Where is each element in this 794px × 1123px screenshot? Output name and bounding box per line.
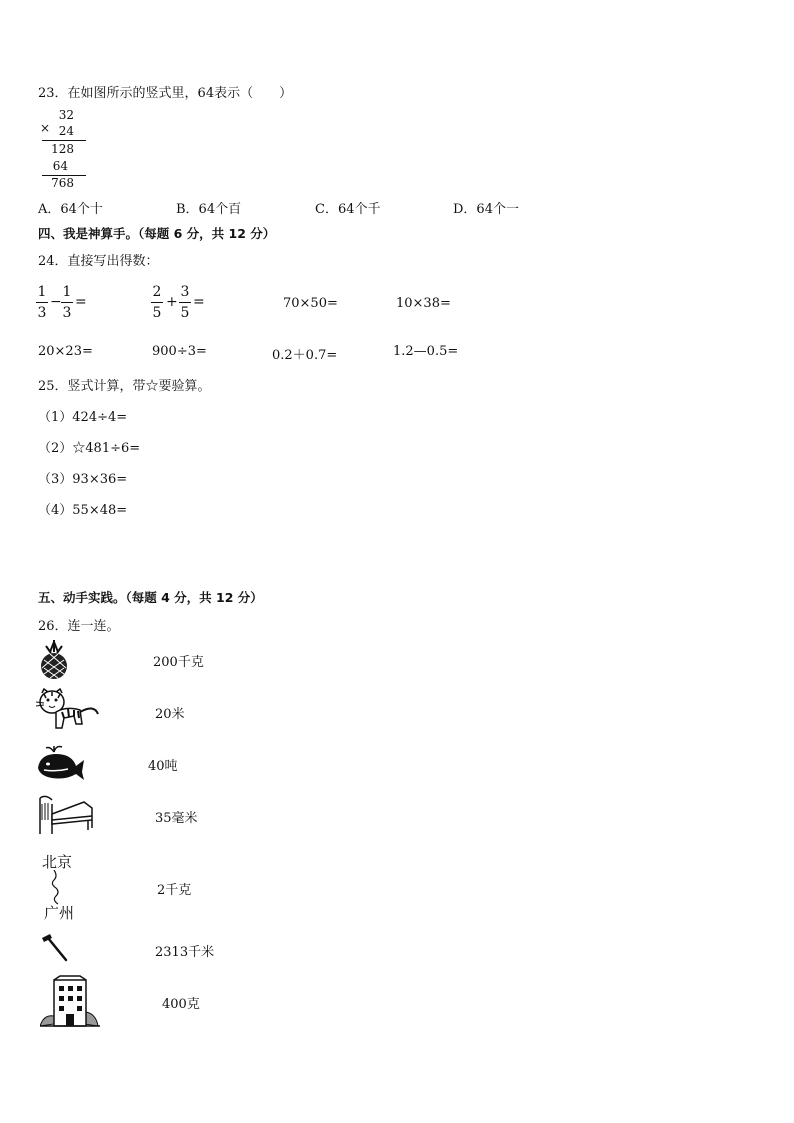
q23-option-c: C．64个千 [315, 202, 381, 217]
q26-stem: 26．连一连。 [38, 619, 120, 634]
map-label-guangzhou: 广州 [44, 904, 75, 922]
frac2-eq: = [193, 294, 205, 310]
q25-item-2: （2）☆481÷6= [38, 441, 141, 456]
q24-row2-item-4: 1.2—0.5= [393, 344, 459, 359]
frac2-b [179, 283, 191, 322]
q24-row2-item-1: 20×23= [38, 344, 93, 359]
map-label-beijing: 北京 [42, 853, 73, 871]
q23-option-a: A．64个十 [38, 202, 103, 217]
whale-icon [36, 742, 86, 782]
map-route-icon [46, 870, 76, 906]
tiger-icon [36, 688, 102, 730]
q23-option-d: D．64个一 [453, 202, 519, 217]
q24-row2-item-3: 0.2＋0.7= [272, 348, 338, 363]
q25-stem: 25．竖式计算，带☆要验算。 [38, 379, 211, 394]
frac1-op: − [50, 294, 62, 310]
frac2-op: + [166, 294, 178, 310]
label-2kg: 2千克 [157, 883, 192, 898]
frac2-b-denominator: 5 [180, 305, 190, 321]
vertical-multiplication [38, 108, 88, 192]
frac2-a-numerator: 2 [152, 284, 162, 300]
label-20m: 20米 [155, 707, 185, 722]
frac1-a-numerator: 1 [37, 284, 47, 300]
q23-option-b: B．64个百 [176, 202, 242, 217]
vm-line-1 [42, 140, 86, 141]
vm-times: × [40, 121, 51, 135]
frac1-eq: = [75, 294, 87, 310]
vm-result: 768 [51, 176, 74, 190]
frac2-a-bar [151, 302, 163, 303]
nail-icon [40, 932, 70, 964]
frac1-b-numerator: 1 [62, 284, 72, 300]
label-200kg: 200千克 [153, 655, 204, 670]
frac2-b-bar [179, 302, 191, 303]
label-400g: 400克 [162, 997, 200, 1012]
frac1-b [61, 283, 73, 322]
frac2-a-denominator: 5 [152, 305, 162, 321]
label-2313km: 2313千米 [155, 945, 215, 960]
section5-title: 五、动手实践。（每题 4 分，共 12 分） [38, 590, 263, 605]
label-35mm: 35毫米 [155, 811, 198, 826]
q25-item-4: （4）55×48= [38, 503, 128, 518]
label-40t: 40吨 [148, 759, 178, 774]
bed-icon [38, 790, 94, 836]
q24-row2-item-2: 900÷3= [152, 344, 207, 359]
vm-n1: 32 [58, 108, 74, 122]
frac1-a [36, 283, 48, 322]
vm-partial-1: 128 [51, 142, 74, 156]
frac1-b-denominator: 3 [62, 305, 72, 321]
q25-item-3: （3）93×36= [38, 472, 128, 487]
q24-row1-item-1: 70×50= [283, 296, 338, 311]
q23-stem: 23．在如图所示的竖式里，64表示（ ） [38, 86, 293, 101]
frac1-a-bar [36, 302, 48, 303]
q24-row1-item-2: 10×38= [396, 296, 451, 311]
q25-item-1: （1）424÷4= [38, 410, 128, 425]
section4-title: 四、我是神算手。（每题 6 分，共 12 分） [38, 226, 276, 241]
pineapple-icon [36, 640, 72, 680]
vm-partial-2: 64 [52, 159, 68, 173]
vm-n2: 24 [58, 124, 74, 138]
frac1-b-bar [61, 302, 73, 303]
building-icon [40, 974, 100, 1028]
frac2-b-numerator: 3 [180, 284, 190, 300]
q24-stem: 24．直接写出得数： [38, 254, 159, 269]
frac1-a-denominator: 3 [37, 305, 47, 321]
frac2-a [151, 283, 163, 322]
